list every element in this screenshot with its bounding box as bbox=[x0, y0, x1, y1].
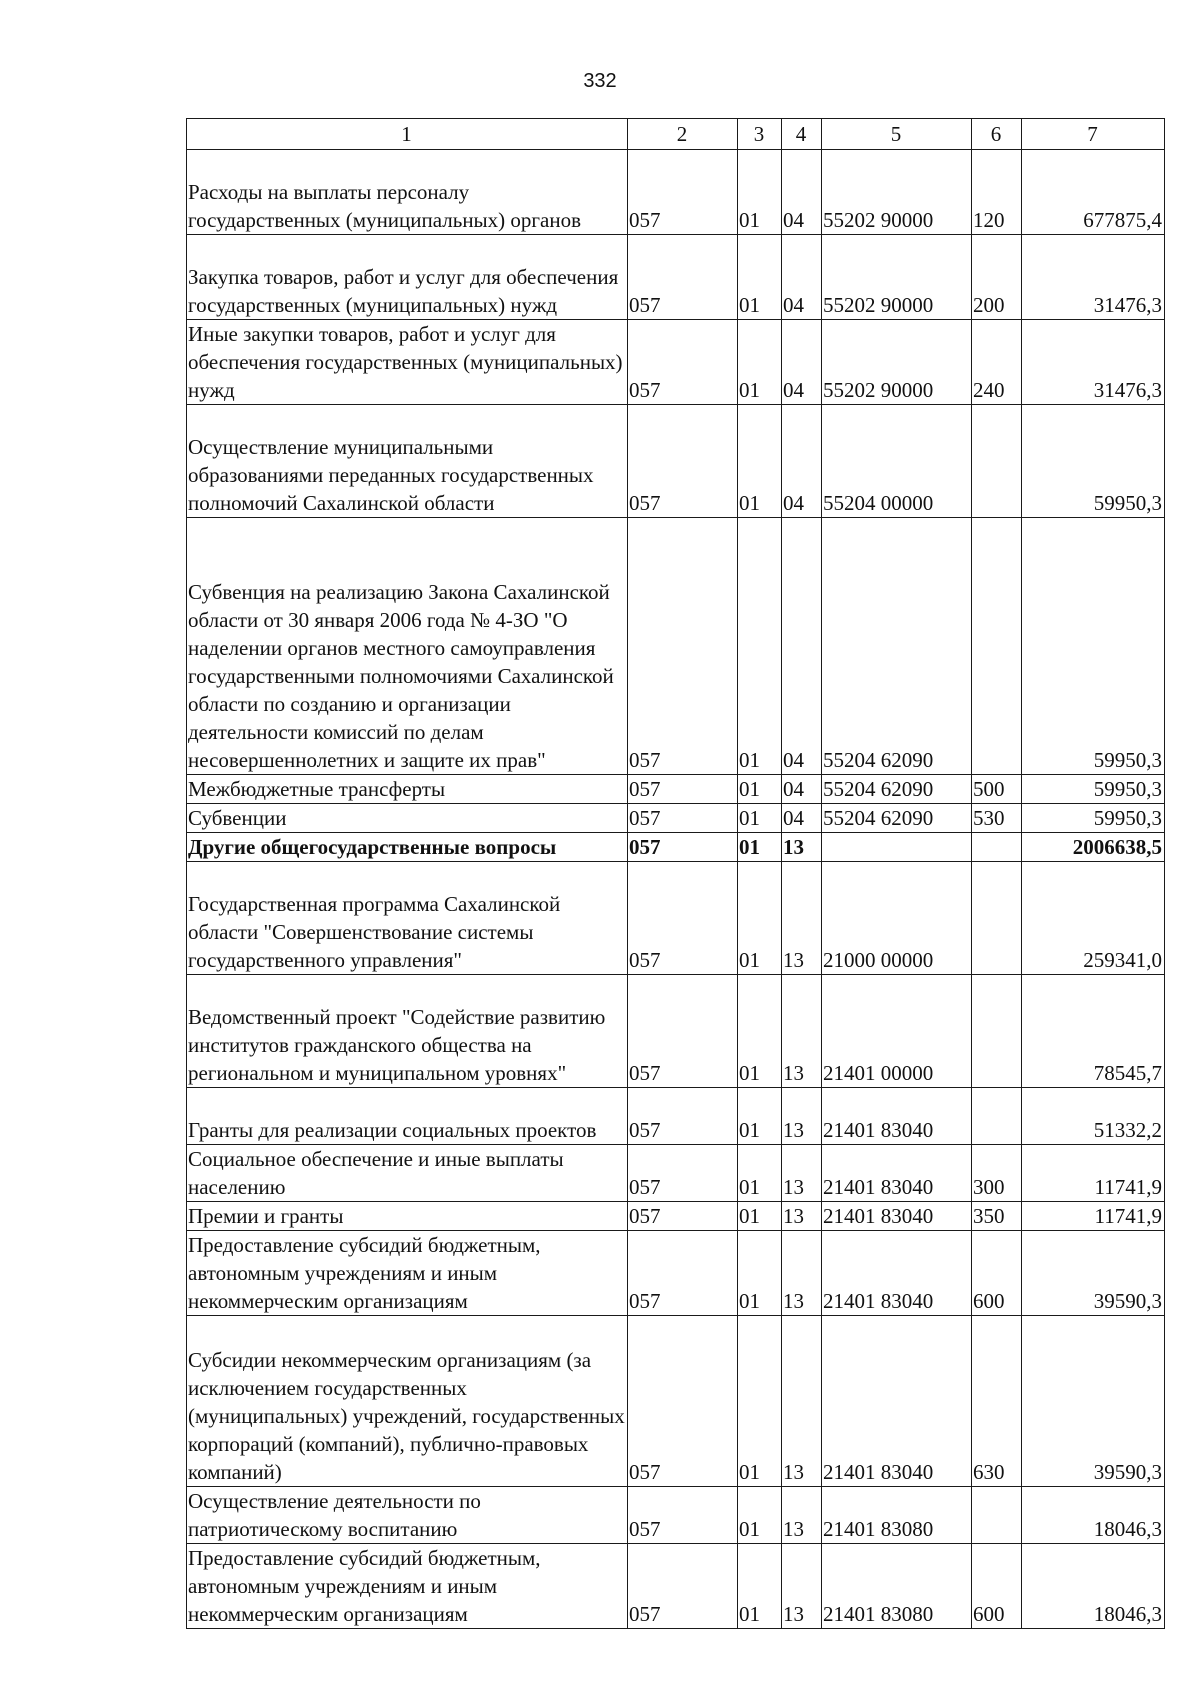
row-amount-cell: 59950,3 bbox=[1022, 518, 1165, 775]
row-grbs-cell: 057 bbox=[628, 1202, 738, 1231]
row-name-cell: Ведомственный проект "Содействие развитию институтов гражданского общества на региональном и муниципальном уровнях" bbox=[187, 975, 628, 1088]
row-amount-cell: 18046,3 bbox=[1022, 1544, 1165, 1629]
row-target-article-cell: 21401 83080 bbox=[822, 1487, 972, 1544]
row-section-cell: 01 bbox=[738, 320, 782, 405]
row-expense-type-cell: 600 bbox=[972, 1544, 1022, 1629]
row-amount-cell: 2006638,5 bbox=[1022, 833, 1165, 862]
table-row bbox=[187, 1544, 1165, 1629]
row-expense-type-cell: 120 bbox=[972, 150, 1022, 235]
row-subsection-cell: 13 bbox=[782, 1202, 822, 1231]
page-number: 332 bbox=[583, 70, 617, 92]
row-target-article-cell: 21401 83040 bbox=[822, 1202, 972, 1231]
row-expense-type-cell bbox=[972, 833, 1022, 862]
row-name-cell: Премии и гранты bbox=[187, 1202, 628, 1231]
row-grbs-cell: 057 bbox=[628, 975, 738, 1088]
row-subsection-cell: 04 bbox=[782, 775, 822, 804]
row-target-article-cell: 21401 83040 bbox=[822, 1316, 972, 1487]
row-name-cell: Субвенция на реализацию Закона Сахалинской области от 30 января 2006 года № 4-ЗО "О наделении органов местного самоуправления государственными полномочиями Сахалинской области по созданию и организации деятельности комиссий по делам несовершеннолетних и защите их прав" bbox=[187, 518, 628, 775]
row-name-cell: Социальное обеспечение и иные выплаты населению bbox=[187, 1145, 628, 1202]
row-grbs-cell: 057 bbox=[628, 150, 738, 235]
row-expense-type-cell: 500 bbox=[972, 775, 1022, 804]
row-target-article-cell: 55204 00000 bbox=[822, 405, 972, 518]
row-grbs-cell: 057 bbox=[628, 775, 738, 804]
row-subsection-cell: 13 bbox=[782, 1487, 822, 1544]
table-row bbox=[187, 150, 1165, 235]
row-amount-cell: 31476,3 bbox=[1022, 320, 1165, 405]
row-target-article-cell: 55204 62090 bbox=[822, 804, 972, 833]
row-amount-cell: 59950,3 bbox=[1022, 775, 1165, 804]
row-name-cell: Предоставление субсидий бюджетным, автономным учреждениям и иным некоммерческим организациям bbox=[187, 1231, 628, 1316]
row-name-cell: Другие общегосударственные вопросы bbox=[187, 833, 628, 862]
row-target-article-cell: 21401 00000 bbox=[822, 975, 972, 1088]
table-row bbox=[187, 833, 1165, 862]
row-expense-type-cell bbox=[972, 405, 1022, 518]
header-cell: 6 bbox=[972, 119, 1022, 150]
row-expense-type-cell: 200 bbox=[972, 235, 1022, 320]
row-grbs-cell: 057 bbox=[628, 320, 738, 405]
row-expense-type-cell bbox=[972, 975, 1022, 1088]
row-section-cell: 01 bbox=[738, 1202, 782, 1231]
row-grbs-cell: 057 bbox=[628, 1544, 738, 1629]
row-amount-cell: 18046,3 bbox=[1022, 1487, 1165, 1544]
row-name-cell: Гранты для реализации социальных проектов bbox=[187, 1088, 628, 1145]
row-name-cell: Осуществление муниципальными образованиями переданных государственных полномочий Сахалинской области bbox=[187, 405, 628, 518]
row-section-cell: 01 bbox=[738, 1088, 782, 1145]
row-section-cell: 01 bbox=[738, 804, 782, 833]
row-target-article-cell: 21401 83040 bbox=[822, 1145, 972, 1202]
row-name-cell: Осуществление деятельности по патриотическому воспитанию bbox=[187, 1487, 628, 1544]
header-cell: 5 bbox=[822, 119, 972, 150]
row-grbs-cell: 057 bbox=[628, 804, 738, 833]
row-expense-type-cell: 300 bbox=[972, 1145, 1022, 1202]
row-expense-type-cell: 350 bbox=[972, 1202, 1022, 1231]
row-section-cell: 01 bbox=[738, 518, 782, 775]
row-name-cell: Иные закупки товаров, работ и услуг для обеспечения государственных (муниципальных) нужд bbox=[187, 320, 628, 405]
table-row bbox=[187, 405, 1165, 518]
row-section-cell: 01 bbox=[738, 405, 782, 518]
row-name-cell: Предоставление субсидий бюджетным, автономным учреждениям и иным некоммерческим организациям bbox=[187, 1544, 628, 1629]
row-section-cell: 01 bbox=[738, 1316, 782, 1487]
header-cell: 4 bbox=[782, 119, 822, 150]
row-expense-type-cell: 600 bbox=[972, 1231, 1022, 1316]
row-amount-cell: 78545,7 bbox=[1022, 975, 1165, 1088]
row-section-cell: 01 bbox=[738, 150, 782, 235]
row-section-cell: 01 bbox=[738, 975, 782, 1088]
row-section-cell: 01 bbox=[738, 775, 782, 804]
table-row bbox=[187, 1088, 1165, 1145]
row-grbs-cell: 057 bbox=[628, 405, 738, 518]
header-cell: 2 bbox=[628, 119, 738, 150]
row-subsection-cell: 13 bbox=[782, 975, 822, 1088]
row-expense-type-cell: 240 bbox=[972, 320, 1022, 405]
row-grbs-cell: 057 bbox=[628, 1088, 738, 1145]
row-subsection-cell: 13 bbox=[782, 1231, 822, 1316]
row-expense-type-cell bbox=[972, 1088, 1022, 1145]
row-grbs-cell: 057 bbox=[628, 1316, 738, 1487]
row-subsection-cell: 04 bbox=[782, 235, 822, 320]
header-row bbox=[187, 119, 1165, 150]
row-grbs-cell: 057 bbox=[628, 862, 738, 975]
row-amount-cell: 259341,0 bbox=[1022, 862, 1165, 975]
row-grbs-cell: 057 bbox=[628, 1487, 738, 1544]
row-subsection-cell: 13 bbox=[782, 1316, 822, 1487]
row-amount-cell: 59950,3 bbox=[1022, 405, 1165, 518]
row-amount-cell: 39590,3 bbox=[1022, 1316, 1165, 1487]
table-row bbox=[187, 804, 1165, 833]
row-expense-type-cell bbox=[972, 1487, 1022, 1544]
row-grbs-cell: 057 bbox=[628, 1231, 738, 1316]
table-row bbox=[187, 320, 1165, 405]
row-target-article-cell: 21401 83040 bbox=[822, 1088, 972, 1145]
row-name-cell: Государственная программа Сахалинской области "Совершенствование системы государственного управления" bbox=[187, 862, 628, 975]
row-section-cell: 01 bbox=[738, 1145, 782, 1202]
row-subsection-cell: 04 bbox=[782, 150, 822, 235]
row-section-cell: 01 bbox=[738, 862, 782, 975]
row-subsection-cell: 13 bbox=[782, 1145, 822, 1202]
row-grbs-cell: 057 bbox=[628, 235, 738, 320]
row-expense-type-cell bbox=[972, 518, 1022, 775]
row-section-cell: 01 bbox=[738, 833, 782, 862]
row-expense-type-cell bbox=[972, 862, 1022, 975]
row-target-article-cell: 55202 90000 bbox=[822, 235, 972, 320]
row-amount-cell: 51332,2 bbox=[1022, 1088, 1165, 1145]
row-target-article-cell: 55202 90000 bbox=[822, 320, 972, 405]
row-name-cell: Межбюджетные трансферты bbox=[187, 775, 628, 804]
row-subsection-cell: 13 bbox=[782, 1088, 822, 1145]
header-cell: 3 bbox=[738, 119, 782, 150]
row-expense-type-cell: 630 bbox=[972, 1316, 1022, 1487]
row-target-article-cell: 55202 90000 bbox=[822, 150, 972, 235]
row-section-cell: 01 bbox=[738, 1487, 782, 1544]
row-target-article-cell: 55204 62090 bbox=[822, 518, 972, 775]
row-target-article-cell: 21401 83080 bbox=[822, 1544, 972, 1629]
budget-table bbox=[186, 118, 1165, 1629]
table-row bbox=[187, 1487, 1165, 1544]
row-amount-cell: 31476,3 bbox=[1022, 235, 1165, 320]
table-row bbox=[187, 862, 1165, 975]
row-section-cell: 01 bbox=[738, 1544, 782, 1629]
table-row bbox=[187, 775, 1165, 804]
table-row bbox=[187, 1145, 1165, 1202]
row-target-article-cell: 21000 00000 bbox=[822, 862, 972, 975]
row-subsection-cell: 04 bbox=[782, 320, 822, 405]
row-amount-cell: 677875,4 bbox=[1022, 150, 1165, 235]
table-row bbox=[187, 1202, 1165, 1231]
header-cell: 7 bbox=[1022, 119, 1165, 150]
row-subsection-cell: 04 bbox=[782, 405, 822, 518]
table-row bbox=[187, 518, 1165, 775]
row-expense-type-cell: 530 bbox=[972, 804, 1022, 833]
row-target-article-cell: 55204 62090 bbox=[822, 775, 972, 804]
row-subsection-cell: 13 bbox=[782, 1544, 822, 1629]
row-subsection-cell: 04 bbox=[782, 804, 822, 833]
row-target-article-cell bbox=[822, 833, 972, 862]
row-amount-cell: 39590,3 bbox=[1022, 1231, 1165, 1316]
table-row bbox=[187, 235, 1165, 320]
header-cell: 1 bbox=[187, 119, 628, 150]
row-grbs-cell: 057 bbox=[628, 518, 738, 775]
row-amount-cell: 59950,3 bbox=[1022, 804, 1165, 833]
row-section-cell: 01 bbox=[738, 235, 782, 320]
table-body bbox=[187, 119, 1165, 1629]
row-grbs-cell: 057 bbox=[628, 833, 738, 862]
row-name-cell: Субсидии некоммерческим организациям (за исключением государственных (муниципальных) учреждений, государственных корпораций (компаний), публично-правовых компаний) bbox=[187, 1316, 628, 1487]
table-row bbox=[187, 975, 1165, 1088]
row-grbs-cell: 057 bbox=[628, 1145, 738, 1202]
row-subsection-cell: 04 bbox=[782, 518, 822, 775]
row-name-cell: Закупка товаров, работ и услуг для обеспечения государственных (муниципальных) нужд bbox=[187, 235, 628, 320]
row-subsection-cell: 13 bbox=[782, 833, 822, 862]
row-target-article-cell: 21401 83040 bbox=[822, 1231, 972, 1316]
row-amount-cell: 11741,9 bbox=[1022, 1145, 1165, 1202]
row-name-cell: Субвенции bbox=[187, 804, 628, 833]
row-name-cell: Расходы на выплаты персоналу государственных (муниципальных) органов bbox=[187, 150, 628, 235]
table-row bbox=[187, 1316, 1165, 1487]
row-amount-cell: 11741,9 bbox=[1022, 1202, 1165, 1231]
table-row bbox=[187, 1231, 1165, 1316]
row-subsection-cell: 13 bbox=[782, 862, 822, 975]
row-section-cell: 01 bbox=[738, 1231, 782, 1316]
